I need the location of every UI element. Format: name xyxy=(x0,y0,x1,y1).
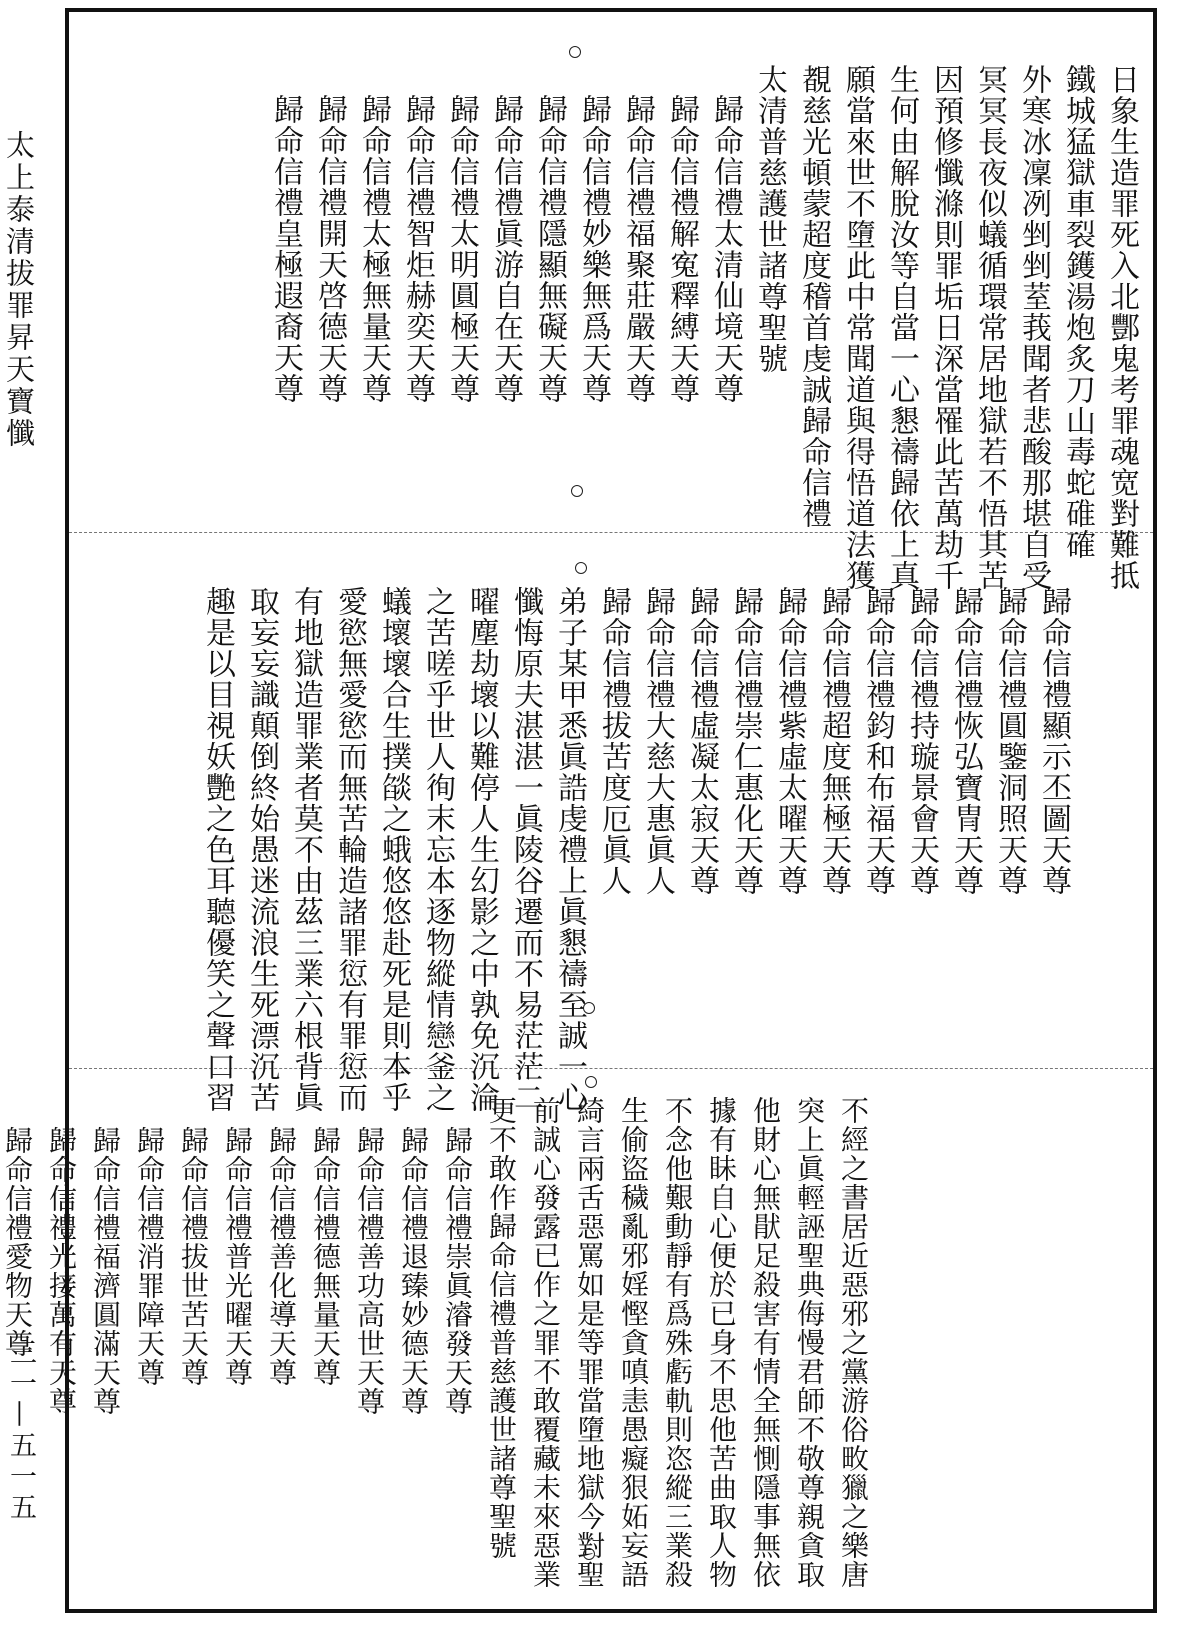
text-column: 生何由解脫汝等自當一心懇禱歸依上真 xyxy=(884,64,919,591)
text-column: 歸命信禮隱顯無礙天尊 xyxy=(532,94,567,404)
text-column: 有地獄造罪業者莫不由茲三業六根背眞 xyxy=(288,586,323,1113)
text-column: 歸命信禮普光曜天尊 xyxy=(221,1126,254,1387)
text-column: 曜塵劫壞以難停人生幻影之中孰免沉淪 xyxy=(464,586,499,1113)
text-column: 不念他艱動靜有爲殊虧軌則恣縱三業殺 xyxy=(661,1096,694,1589)
punctuation-circle-mark xyxy=(571,485,583,497)
text-column: 前誠心發露已作之罪不敢覆藏未來惡業 xyxy=(529,1096,562,1589)
text-column: 願當來世不墮此中常聞道與得悟道法獲 xyxy=(840,64,875,591)
text-column: 歸命信禮鈞和布福天尊 xyxy=(860,586,895,896)
text-column: 歸命信禮光接萬有天尊 xyxy=(45,1126,78,1416)
text-column: 鐵城猛獄車裂鑊湯炮炙刀山毒蛇碓確 xyxy=(1060,64,1095,560)
text-column: 歸命信禮善功高世天尊 xyxy=(353,1126,386,1416)
text-column: 歸命信禮太清仙境天尊 xyxy=(708,94,743,404)
text-column: 因預修懺滌則罪垢日深當罹此苦萬劫千 xyxy=(928,64,963,591)
text-column: 取妄妄識顛倒終始愚迷流浪生死漂沉苦 xyxy=(244,586,279,1113)
text-column: 覩慈光頓蒙超度稽首虔誠歸命信禮 xyxy=(796,64,831,529)
text-column: 歸命信禮顯示丕圖天尊 xyxy=(1036,586,1071,896)
text-column: 據有眛自心便於已身不思他苦曲取人物 xyxy=(705,1096,738,1589)
text-column: 歸命信禮拔世苦天尊 xyxy=(177,1126,210,1387)
text-column: 突上眞輕誣聖典侮慢君師不敬尊親貪取 xyxy=(793,1096,826,1589)
text-column: 愛慾無愛慾而無苦輪造諸罪愆有罪愆而 xyxy=(332,586,367,1113)
text-column: 歸命信禮開天啓德天尊 xyxy=(312,94,347,404)
text-column: 歸命信禮紫虛太曜天尊 xyxy=(772,586,807,896)
text-column: 歸命信禮恢弘寶冑天尊 xyxy=(948,586,983,896)
text-column: 歸命信禮持璇景會天尊 xyxy=(904,586,939,896)
text-column: 歸命信禮善化導天尊 xyxy=(265,1126,298,1387)
text-column: 歸命信禮拔苦度厄眞人 xyxy=(596,586,631,896)
text-column: 歸命信禮智炬赫奕天尊 xyxy=(400,94,435,404)
text-column: 冥冥長夜似蟻循環常居地獄若不悟其苦 xyxy=(972,64,1007,591)
text-column: 他財心無猒足殺害有情全無惻隱事無依 xyxy=(749,1096,782,1589)
text-column: 歸命信禮德無量天尊 xyxy=(309,1126,342,1387)
text-column: 外寒冰凜冽剉剉荎莪聞者悲酸那堪自受 xyxy=(1016,64,1051,591)
punctuation-circle-mark xyxy=(583,1002,595,1014)
text-column: 綺言兩舌惡罵如是等罪當墮地獄今對聖 xyxy=(573,1096,606,1589)
sidebar-book-title: 太上泰清拔罪昇天寶懺 xyxy=(2,130,36,450)
text-column: 歸命信禮解寃釋縛天尊 xyxy=(664,94,699,404)
text-column: 歸命信禮福濟圓滿天尊 xyxy=(89,1126,122,1416)
text-column: 歸命信禮皇極遐裔天尊 xyxy=(268,94,303,404)
text-column: 歸命信禮圓鑒洞照天尊 xyxy=(992,586,1027,896)
text-column: 懺悔原夫湛湛一眞陵谷遷而不易茫茫二 xyxy=(508,586,543,1113)
text-column: 歸命信禮消罪障天尊 xyxy=(133,1126,166,1387)
text-column: 歸命信禮崇仁惠化天尊 xyxy=(728,586,763,896)
text-column: 蟻壞壞合生撲燄之蛾悠悠赴死是則本乎 xyxy=(376,586,411,1113)
text-column: 趣是以目視妖艷之色耳聽優笑之聲口習 xyxy=(200,586,235,1113)
text-column: 歸命信禮眞游自在天尊 xyxy=(488,94,523,404)
text-column: 歸命信禮超度無極天尊 xyxy=(816,586,851,896)
text-column: 歸命信禮福聚莊嚴天尊 xyxy=(620,94,655,404)
text-column: 歸命信禮虛凝太寂天尊 xyxy=(684,586,719,896)
text-column: 歸命信禮妙樂無爲天尊 xyxy=(576,94,611,404)
punctuation-circle-mark xyxy=(569,46,581,58)
punctuation-circle-mark xyxy=(575,562,587,574)
text-column: 太清普慈護世諸尊聖號 xyxy=(752,64,787,374)
punctuation-circle-mark xyxy=(583,1548,595,1560)
text-column: 之苦嗟乎世人徇末忘本逐物縱情戀釜之 xyxy=(420,586,455,1113)
text-column: 生偷盜穢亂邪婬慳貪嗔恚愚癡狠妬妄語 xyxy=(617,1096,650,1589)
column-group xyxy=(69,12,1153,591)
text-column: 更不敢作歸命信禮普慈護世諸尊聖號 xyxy=(485,1096,518,1560)
text-column: 歸命信禮崇眞濬發天尊 xyxy=(441,1126,474,1416)
text-panel-middle xyxy=(69,536,1153,1113)
text-column: 歸命信禮愛物天尊 xyxy=(1,1126,34,1358)
page-number: 三一—五一五 xyxy=(5,1338,36,1524)
punctuation-circle-mark xyxy=(585,1076,597,1088)
text-column: 歸命信禮退臻妙德天尊 xyxy=(397,1126,430,1416)
text-column: 歸命信禮太明圓極天尊 xyxy=(444,94,479,404)
text-column: 弟子某甲悉眞誥虔禮上眞懇禱至誠一心 xyxy=(552,586,587,1113)
text-column: 日象生造罪死入北酆鬼考罪魂宽對難抵 xyxy=(1104,64,1139,591)
column-group xyxy=(69,536,1153,1113)
text-column: 不經之書居近惡邪之黨游俗畋獵之樂唐 xyxy=(837,1096,870,1589)
text-column: 歸命信禮太極無量天尊 xyxy=(356,94,391,404)
text-column: 歸命信禮大慈大惠眞人 xyxy=(640,586,675,896)
text-panel-top xyxy=(69,12,1153,591)
